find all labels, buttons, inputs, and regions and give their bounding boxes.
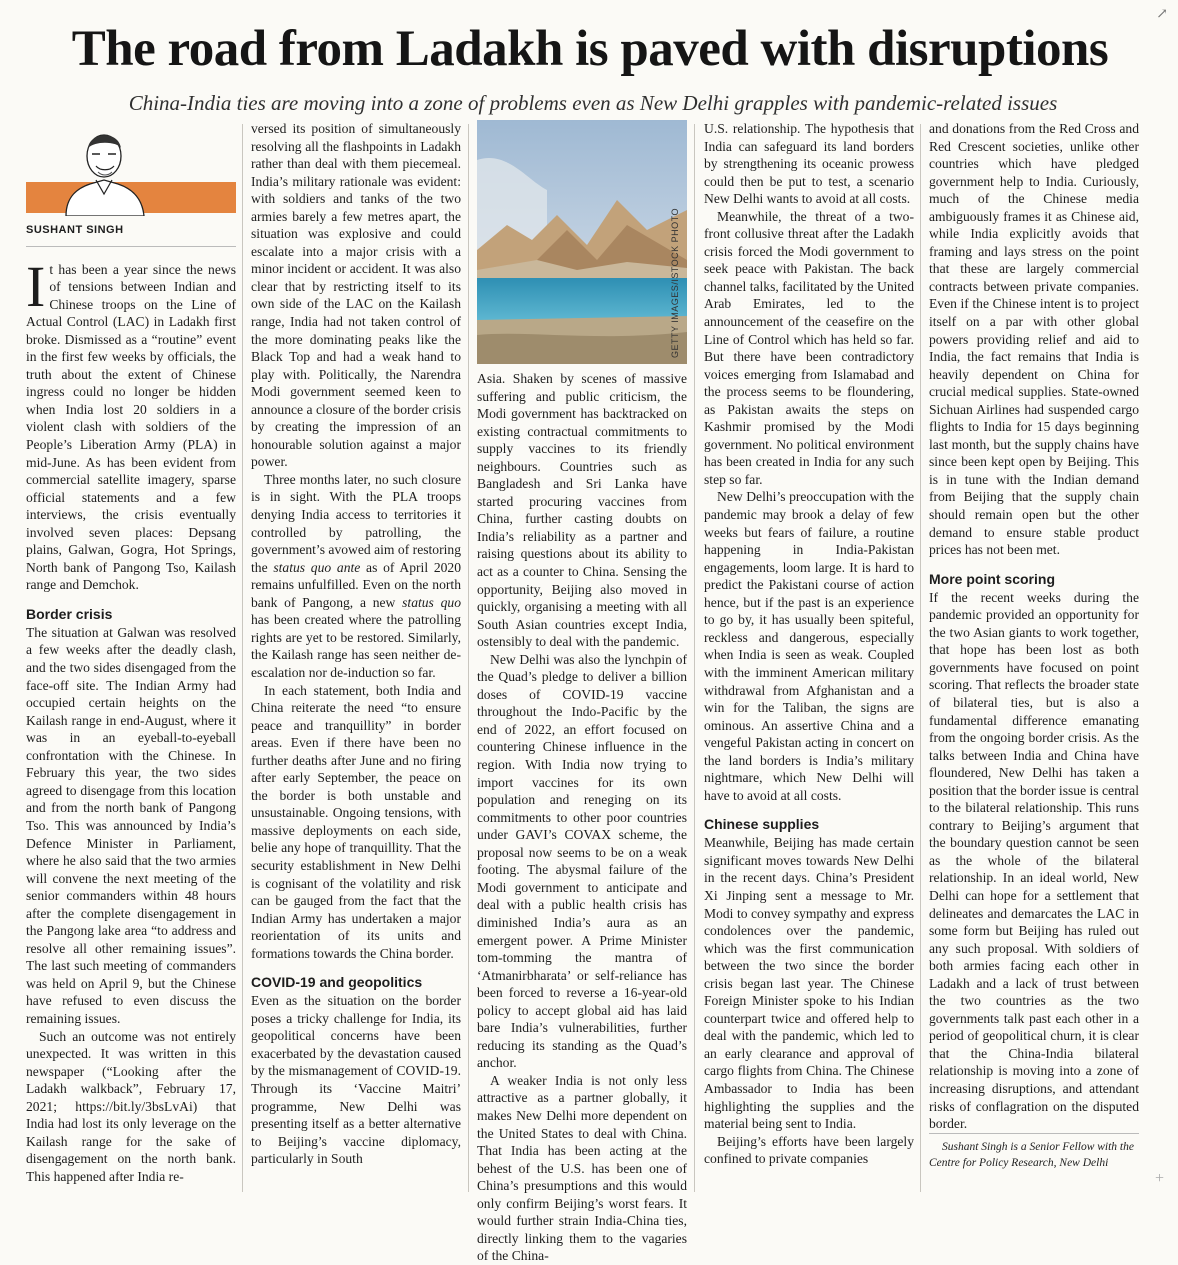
mountain-lake-image	[477, 120, 687, 364]
byline: SUSHANT SINGH	[26, 222, 236, 247]
article-paragraph: Such an outcome was not entirely unexpected. It was written in this newspaper (“Looking after the Ladakh walkback”, February 17, 2021; https://bit.ly/3bsLvAi) that India had lost its only leverage on the Kailash range for the sake of disengagement on the north bank. This happened after India re-	[26, 1028, 236, 1184]
author-sketch-icon	[26, 124, 236, 216]
drop-cap: I	[26, 253, 46, 319]
italic-phrase: status quo	[402, 594, 461, 610]
article-paragraph: and donations from the Red Cross and Red Crescent societies, unlike other countries which have pledged government help to India. Curiously, much of the Chinese media ambiguously frames it as Chinese aid, while India explicitly avoids that framing and lays stress on the point that these are largely commercial contracts between private companies. Even if the Chinese intent is to project itself on a par with other global powers providing relief and aid to India, the fact remains that India is heavily dependent on China for crucial medical supplies. State-owned Sichuan Airlines had suspended cargo flights to India for 15 days beginning last month, but the supply chains have since been kept open by Beijing. This is in tune with the Indian demand from Beijing that the supply chain should remain open but the other demand to ensure stable product prices has not been met.	[929, 121, 1139, 558]
article-paragraph: Beijing’s efforts have been largely confined to private companies	[704, 1133, 914, 1167]
column-rule	[920, 124, 921, 1192]
column-rule	[468, 124, 469, 1192]
author-portrait	[26, 124, 236, 216]
column-5	[929, 120, 1139, 1171]
column-2	[251, 120, 461, 1168]
subhead-chinese-supplies: Chinese supplies	[704, 816, 820, 833]
article-paragraph: Meanwhile, the threat of a two-front collusive threat after the Ladakh crisis forced the Modi government to seek peace with Pakistan. The back channel talks, facilitated by the United Arab Emirates, led to the announcement of the ceasefire on the Line of Control which has held so far. But there have been contradictory voices emerging from Islamabad and the process seems to be floundering, as Pakistan awaits the steps on Kashmir promised by the Modi government. No political environment has been created in India for any such step so far.	[704, 208, 914, 487]
deck: China-India ties are moving into a zone of problems even as New Delhi grapples with pandemic-related issues	[128, 91, 1058, 115]
author-bio: Sushant Singh is a Senior Fellow with the Centre for Policy Research, New Delhi	[929, 1133, 1139, 1171]
article-paragraph: New Delhi was also the lynchpin of the Quad’s pledge to deliver a billion doses of COVID-19 vaccine throughout the Indo-Pacific by the end of 2022, an effort focused on countering Chinese influence in the region. With India now trying to import vaccines for its own population and reneging on its commitments to other poor countries under GAVI’s COVAX scheme, the proposal now seems to be on a weak footing. The abysmal failure of the Modi government to anticipate and deal with a public health crisis has diminished India’s aura as an emergent power. A Prime Minister tom-tomming the mantra of ‘Atmanirbharata’ or self-reliance has been forced to reverse a 16-year-old policy to accept global aid has laid bare India’s vulnerabilities, further reducing its standing as the Quad’s anchor.	[477, 651, 687, 1071]
article-paragraph: versed its position of simultaneously resolving all the flashpoints in Ladakh rather than deal with them piecemeal. India’s military rationale was evident: with soldiers and tanks of the two armies barely a few metres apart, the situation was explosive and could escalate into a major crisis with a minor incident or accident. It was also clear that by restricting itself to its own side of the LAC on the Kailash range, India had not taken control of the more dominating peaks like the Black Top and had a weak hand to play with. Politically, the Narendra Modi government seemed keen to announce a closure of the border crisis by creating the impression of an honourable solution against a major power.	[251, 121, 461, 470]
article-paragraph: Meanwhile, Beijing has made certain significant moves towards New Delhi in the recent days. China’s President Xi Jinping sent a message to Mr. Modi to convey sympathy and express condolences over the pandemic, which was the first communication between the two since the border crisis began last year. The Chinese Foreign Minister spoke to his Indian counterpart twice and offered help to deal with the pandemic, which led to an early clearance and approval of cargo flights from China. The Chinese Ambassador to India has been highlighting the supplies and the material being sent to India.	[704, 835, 914, 1132]
ladakh-photo	[477, 120, 687, 364]
headline: The road from Ladakh is paved with disruptions	[71, 21, 1109, 77]
article-paragraph: If the recent weeks during the pandemic provided an opportunity for the two Asian giants to work together, that hope has been lost as both governments have focused on point scoring. That reflects the broader state of bilateral ties, but is also a fundamental difference emanating from the ongoing border crisis. As the talks between India and China have floundered, New Delhi has taken a position that the border issue is central to the bilateral relationship. This runs contrary to Beijing’s argument that the boundary question cannot be seen as the whole of the bilateral relationship. In an ideal world, New Delhi can hope for a settlement that delineates and demarcates the LAC in some form but Beijing has ruled out any such proposal. With soldiers of both armies facing each other in Ladakh and a lack of trust between the two countries as the two governments talk past each other in a period of geopolitical churn, it is clear that the China-India bilateral relationship is moving into a zone of increasing disruptions, and attendant risks of conflagration on the disputed border.	[929, 589, 1139, 1132]
article-paragraph: A weaker India is not only less attractive as a partner globally, it makes New Delhi more dependent on the United States to deal with China. That India has been acting at the behest of the U.S. has been one of China’s presumptions and this would only confirm Beijing’s worst fears. It would further strain India-China ties, directly linking them to the vagaries of the China-	[477, 1072, 687, 1264]
article-paragraph: Even as the situation on the border poses a tricky challenge for India, its geopolitical concerns have been exacerbated by the devastation caused by the mismanagement of COVID-19. Through its ‘Vaccine Maitri’ programme, New Delhi was presenting itself as a better alternative to Beijing’s vaccine diplomacy, particularly in South	[251, 993, 461, 1167]
column-1	[26, 124, 236, 1185]
subhead-covid-geopolitics: COVID-19 and geopolitics	[251, 974, 423, 991]
article-paragraph: Three months later, no such closure is in sight. With the PLA troops denying India access to territories it controlled by patrolling, the government’s avowed aim of restoring the status quo ante as of April 2020 remains unfulfilled. Even on the north bank of Pangong, a new status quo has been created where the patrolling rights are yet to be restored. Similarly, the Kailash range has seen neither de-escalation nor de-induction so far.	[251, 471, 462, 680]
article-paragraph: The situation at Galwan was resolved a few weeks after the deadly clash, and the two sides disengaged from the face-off site. The Indian Army had occupied certain heights on the Kailash range in end-August, where it was in an eyeball-to-eyeball confrontation with the Chinese. In February this year, the two sides agreed to disengage from this location and from the north bank of Pangong Tso. This was announced by India’s Defence Minister in Parliament, where he also said that the two armies will convene the next meeting of the senior commanders within 48 hours after the complete disengagement in the Pangong lake area “to address and resolve all other remaining issues”. The last such meeting of commanders was held on April 9, but the Chinese have refused to even discuss the remaining issues.	[26, 624, 236, 1026]
column-rule	[694, 124, 695, 1192]
photo-credit: GETTY IMAGES/ISTOCK PHOTO	[670, 208, 681, 359]
column-4	[704, 120, 914, 1168]
column-3	[477, 120, 687, 1265]
plus-icon[interactable]: +	[1154, 1170, 1164, 1187]
subhead-more-point-scoring: More point scoring	[929, 570, 1055, 587]
article-paragraph: New Delhi’s preoccupation with the pandemic may brook a delay of few weeks but fears of failure, a routine happening in India-Pakistan engagements, loom large. It is hard to predict the Pakistani course of action hence, but if the past is an experience to go by, it has usually been spiteful, reckless and dangerous, especially when India is seen as weak. Coupled with the imminent American military withdrawal from Afghanistan and a win for the Taliban, the signs are ominous. An assertive China and a vengeful Pakistan acting in concert on the land borders is India’s military nightmare, which New Delhi will have to avoid at all costs.	[704, 489, 914, 803]
article-paragraph: Asia. Shaken by scenes of massive suffering and public criticism, the Modi government has backtracked on existing contractual commitments to supply vaccines to its friendly neighbours. Countries such as Bangladesh and Sri Lanka have started procuring vaccines from China, further casting doubts on India’s reliability as a partner and raising questions about its ability to act as a counter to China. Sensing the opportunity, Beijing also moved in quickly, organising a meeting with all South Asian countries except India, ostensibly to deal with the pandemic.	[477, 371, 687, 650]
article-paragraph: In each statement, both India and China reiterate the need “to ensure peace and tranquillity” in border areas. Even if there have been no further deaths after June and no firing after early September, the peace on the border is both unstable and unsustainable. Ongoing tensions, with massive deployments on each side, belie any hope of tranquillity. That the security establishment in New Delhi is cognisant of the volatility and risk can be gauged from the fact that the Indian Army has undertaken a major reorientation of its units and formations towards the China border.	[251, 682, 461, 961]
article-paragraph: It has been a year since the news of tensions between Indian and Chinese troops on the Line of Actual Control (LAC) in Ladakh first broke. Dismissed as a “routine” event in the first few weeks by officials, the truth about the extent of Chinese ingress could no longer be hidden when India lost 20 soldiers in a violent clash with soldiers of the People’s Liberation Army (PLA) in mid-June. As has been evident from commercial satellite imagery, sparse official statements and a few interviews, the crisis eventually involved seven places: Depsang plains, Galwan, Gogra, Hot Springs, North bank of Pangong Tso, Kailash range and Demchok.	[26, 253, 236, 593]
italic-phrase: status quo ante	[273, 559, 361, 575]
expand-icon[interactable]: ↗	[1156, 7, 1168, 22]
subhead-border-crisis: Border crisis	[26, 605, 113, 622]
article-paragraph: U.S. relationship. The hypothesis that India can safeguard its land borders by strengthening its oceanic prowess could then be put to test, a scenario New Delhi wants to avoid at all costs.	[704, 121, 914, 207]
column-rule	[242, 124, 243, 1192]
